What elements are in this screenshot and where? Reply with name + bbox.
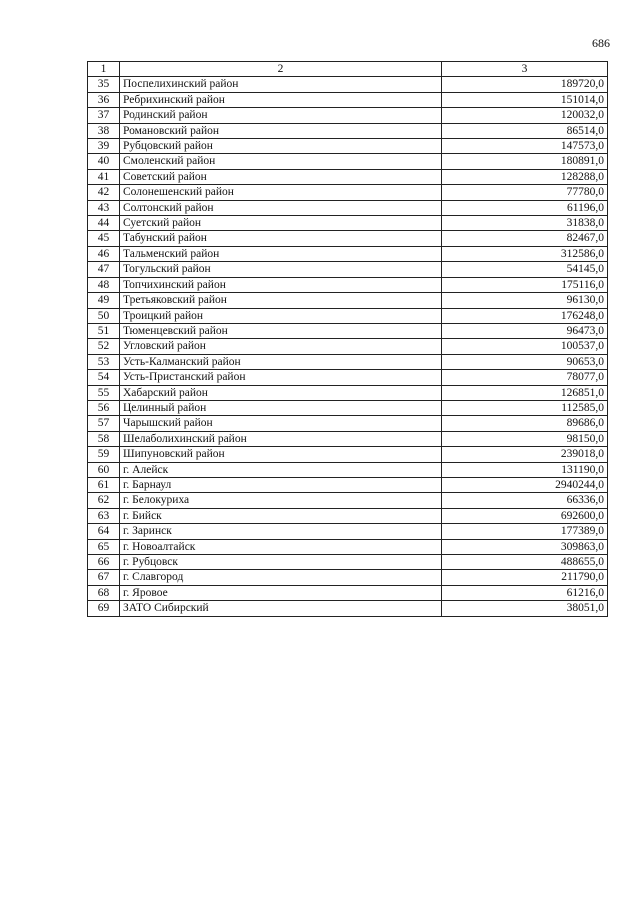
region-value: 54145,0 — [442, 262, 608, 277]
row-number: 42 — [88, 185, 120, 200]
row-number: 62 — [88, 493, 120, 508]
region-value: 66336,0 — [442, 493, 608, 508]
region-value: 151014,0 — [442, 92, 608, 107]
region-value: 180891,0 — [442, 154, 608, 169]
table-row — [88, 447, 608, 462]
region-value: 89686,0 — [442, 416, 608, 431]
row-number: 69 — [88, 601, 120, 616]
region-name: г. Алейск — [120, 462, 442, 477]
table-row — [88, 262, 608, 277]
table-row — [88, 185, 608, 200]
table-row — [88, 416, 608, 431]
row-number: 59 — [88, 447, 120, 462]
region-name: Целинный район — [120, 400, 442, 415]
table-row — [88, 431, 608, 446]
row-number: 40 — [88, 154, 120, 169]
region-value: 2940244,0 — [442, 477, 608, 492]
region-value: 126851,0 — [442, 385, 608, 400]
table-row — [88, 370, 608, 385]
region-value: 98150,0 — [442, 431, 608, 446]
header-col-1: 1 — [88, 62, 120, 77]
row-number: 50 — [88, 308, 120, 323]
region-value: 128288,0 — [442, 169, 608, 184]
region-name: ЗАТО Сибирский — [120, 601, 442, 616]
row-number: 43 — [88, 200, 120, 215]
region-name: г. Заринск — [120, 524, 442, 539]
table-row — [88, 539, 608, 554]
region-name: г. Белокуриха — [120, 493, 442, 508]
region-value: 488655,0 — [442, 555, 608, 570]
region-name: г. Рубцовск — [120, 555, 442, 570]
region-name: Тальменский район — [120, 246, 442, 261]
region-name: Романовский район — [120, 123, 442, 138]
row-number: 36 — [88, 92, 120, 107]
region-name: Усть-Калманский район — [120, 354, 442, 369]
table-row — [88, 462, 608, 477]
table-header-row — [88, 62, 608, 77]
region-name: Суетский район — [120, 216, 442, 231]
region-value: 120032,0 — [442, 108, 608, 123]
page-number: 686 — [592, 36, 610, 50]
row-number: 45 — [88, 231, 120, 246]
row-number: 65 — [88, 539, 120, 554]
table-row — [88, 601, 608, 616]
row-number: 39 — [88, 139, 120, 154]
table-row — [88, 385, 608, 400]
row-number: 68 — [88, 585, 120, 600]
table-row — [88, 139, 608, 154]
region-value: 312586,0 — [442, 246, 608, 261]
region-value: 176248,0 — [442, 308, 608, 323]
region-value: 131190,0 — [442, 462, 608, 477]
table-row — [88, 200, 608, 215]
row-number: 35 — [88, 77, 120, 92]
row-number: 57 — [88, 416, 120, 431]
region-value: 31838,0 — [442, 216, 608, 231]
row-number: 48 — [88, 277, 120, 292]
region-table — [87, 61, 608, 617]
table-row — [88, 123, 608, 138]
region-name: Шипуновский район — [120, 447, 442, 462]
region-value: 189720,0 — [442, 77, 608, 92]
table-row — [88, 154, 608, 169]
header-col-3: 3 — [442, 62, 608, 77]
region-value: 175116,0 — [442, 277, 608, 292]
region-value: 77780,0 — [442, 185, 608, 200]
region-value: 90653,0 — [442, 354, 608, 369]
region-name: Тогульский район — [120, 262, 442, 277]
region-name: Троицкий район — [120, 308, 442, 323]
region-value: 96473,0 — [442, 323, 608, 338]
region-name: Усть-Пристанский район — [120, 370, 442, 385]
table-row — [88, 570, 608, 585]
region-name: Табунский район — [120, 231, 442, 246]
region-name: Топчихинский район — [120, 277, 442, 292]
row-number: 41 — [88, 169, 120, 184]
region-name: г. Новоалтайск — [120, 539, 442, 554]
row-number: 44 — [88, 216, 120, 231]
region-value: 100537,0 — [442, 339, 608, 354]
table-row — [88, 216, 608, 231]
region-name: Поспелихинский район — [120, 77, 442, 92]
table-row — [88, 555, 608, 570]
table-row — [88, 246, 608, 261]
region-value: 112585,0 — [442, 400, 608, 415]
row-number: 46 — [88, 246, 120, 261]
row-number: 38 — [88, 123, 120, 138]
region-value: 86514,0 — [442, 123, 608, 138]
row-number: 55 — [88, 385, 120, 400]
row-number: 61 — [88, 477, 120, 492]
table-row — [88, 323, 608, 338]
region-value: 177389,0 — [442, 524, 608, 539]
table-row — [88, 354, 608, 369]
table-row — [88, 169, 608, 184]
table-row — [88, 477, 608, 492]
region-name: Шелаболихинский район — [120, 431, 442, 446]
region-name: Третьяковский район — [120, 293, 442, 308]
row-number: 58 — [88, 431, 120, 446]
region-name: г. Славгород — [120, 570, 442, 585]
table-row — [88, 77, 608, 92]
row-number: 66 — [88, 555, 120, 570]
table-row — [88, 585, 608, 600]
table-row — [88, 400, 608, 415]
region-name: Солонешенский район — [120, 185, 442, 200]
row-number: 54 — [88, 370, 120, 385]
table-row — [88, 308, 608, 323]
row-number: 60 — [88, 462, 120, 477]
region-name: г. Бийск — [120, 508, 442, 523]
row-number: 53 — [88, 354, 120, 369]
row-number: 52 — [88, 339, 120, 354]
region-value: 96130,0 — [442, 293, 608, 308]
row-number: 56 — [88, 400, 120, 415]
region-name: Солтонский район — [120, 200, 442, 215]
table-row — [88, 508, 608, 523]
region-value: 82467,0 — [442, 231, 608, 246]
region-value: 78077,0 — [442, 370, 608, 385]
table-row — [88, 493, 608, 508]
region-name: Тюменцевский район — [120, 323, 442, 338]
row-number: 63 — [88, 508, 120, 523]
region-value: 309863,0 — [442, 539, 608, 554]
region-value: 61196,0 — [442, 200, 608, 215]
table-row — [88, 231, 608, 246]
row-number: 47 — [88, 262, 120, 277]
region-name: Рубцовский район — [120, 139, 442, 154]
row-number: 49 — [88, 293, 120, 308]
region-name: Угловский район — [120, 339, 442, 354]
table-row — [88, 293, 608, 308]
row-number: 64 — [88, 524, 120, 539]
region-name: г. Барнаул — [120, 477, 442, 492]
region-name: Ребрихинский район — [120, 92, 442, 107]
region-value: 38051,0 — [442, 601, 608, 616]
region-name: Смоленский район — [120, 154, 442, 169]
region-name: Родинский район — [120, 108, 442, 123]
row-number: 37 — [88, 108, 120, 123]
region-value: 692600,0 — [442, 508, 608, 523]
region-name: Советский район — [120, 169, 442, 184]
table-body — [88, 62, 608, 617]
header-col-2: 2 — [120, 62, 442, 77]
region-value: 239018,0 — [442, 447, 608, 462]
row-number: 51 — [88, 323, 120, 338]
table-row — [88, 524, 608, 539]
region-name: Чарышский район — [120, 416, 442, 431]
region-name: г. Яровое — [120, 585, 442, 600]
region-name: Хабарский район — [120, 385, 442, 400]
row-number: 67 — [88, 570, 120, 585]
table-row — [88, 339, 608, 354]
table-row — [88, 108, 608, 123]
region-value: 61216,0 — [442, 585, 608, 600]
region-value: 147573,0 — [442, 139, 608, 154]
region-value: 211790,0 — [442, 570, 608, 585]
table-row — [88, 92, 608, 107]
table-row — [88, 277, 608, 292]
